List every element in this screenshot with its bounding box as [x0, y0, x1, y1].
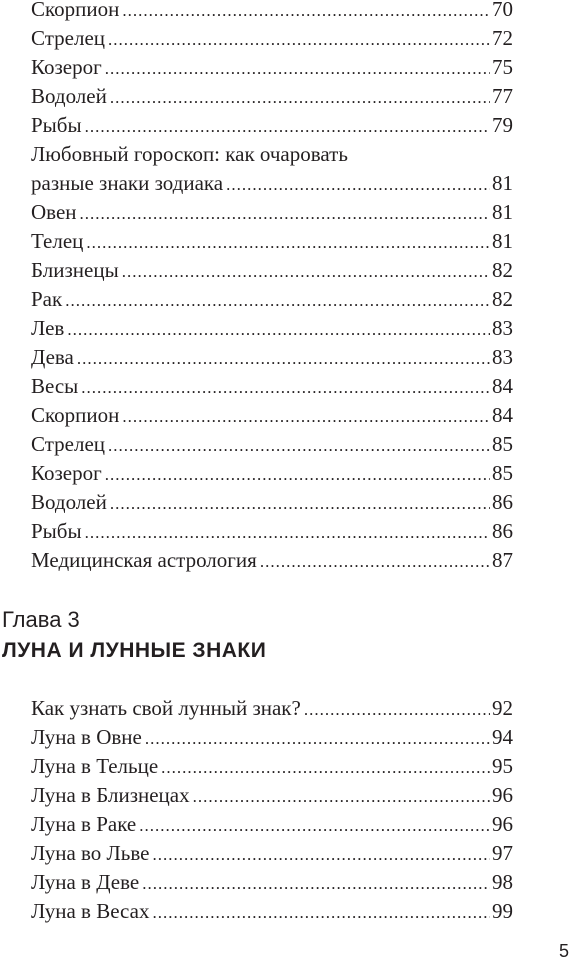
toc-entry-label: Стрелец — [31, 26, 106, 50]
toc-entry-page: 85 — [492, 432, 513, 456]
toc-entry-label: Луна во Льве — [31, 841, 150, 865]
toc-entry-page: 83 — [492, 316, 513, 340]
toc-entry-page: 75 — [492, 55, 513, 79]
toc-entry-page: 83 — [492, 345, 513, 369]
leader-dots — [304, 695, 490, 724]
toc-entry[interactable] — [31, 488, 513, 517]
toc-entry[interactable] — [31, 0, 513, 24]
toc-entry-page: 85 — [492, 461, 513, 485]
toc-entry-page: 82 — [492, 258, 513, 282]
toc-entry[interactable] — [31, 314, 513, 343]
toc-entry-label: Лев — [31, 316, 65, 340]
toc-entry-love-heading[interactable] — [31, 169, 513, 198]
toc-entry[interactable] — [31, 868, 513, 897]
leader-dots — [105, 460, 490, 489]
toc-entry-label: Весы — [31, 374, 79, 398]
toc-entry[interactable] — [31, 694, 513, 723]
toc-entry-label: Рак — [31, 287, 63, 311]
toc-entry-label: Луна в Деве — [31, 870, 140, 894]
leader-dots — [139, 811, 490, 840]
toc-entry[interactable] — [31, 111, 513, 140]
leader-dots — [152, 898, 490, 927]
toc-entry-page: 94 — [492, 725, 513, 749]
toc-entry-label: Дева — [31, 345, 74, 369]
toc-entry[interactable] — [31, 372, 513, 401]
toc-entry-label: Луна в Близнецах — [31, 783, 190, 807]
leader-dots — [193, 782, 490, 811]
leader-dots — [77, 344, 490, 373]
toc-entry[interactable] — [31, 517, 513, 546]
toc-entry-page: 81 — [492, 171, 513, 195]
toc-entry-page: 96 — [492, 812, 513, 836]
toc-entry[interactable] — [31, 459, 513, 488]
toc-entry-page: 96 — [492, 783, 513, 807]
leader-dots — [86, 228, 490, 257]
toc-entry-label: Скорпион — [31, 0, 120, 21]
toc-entry-label: Как узнать свой лунный знак? — [31, 696, 301, 720]
toc-entry-label: Рыбы — [31, 113, 82, 137]
leader-dots — [108, 25, 490, 54]
toc-entry[interactable] — [31, 839, 513, 868]
chapter-label: Глава 3 — [2, 607, 80, 632]
toc-entry[interactable] — [31, 401, 513, 430]
leader-dots — [122, 257, 490, 286]
toc-entry-page: 95 — [492, 754, 513, 778]
leader-dots — [122, 402, 490, 431]
toc-entry-page: 86 — [492, 519, 513, 543]
toc-entry[interactable] — [31, 343, 513, 372]
toc-entry-label: Козерог — [31, 55, 102, 79]
leader-dots — [152, 840, 490, 869]
toc-entry-label: Стрелец — [31, 432, 106, 456]
toc-entry[interactable] — [31, 752, 513, 781]
toc-entry-label: Водолей — [31, 84, 107, 108]
toc-entry-label: Овен — [31, 200, 77, 224]
toc-entry-label: Луна в Раке — [31, 812, 137, 836]
toc-entry-label: Рыбы — [31, 519, 82, 543]
toc-entry[interactable] — [31, 723, 513, 752]
toc-entry[interactable] — [31, 897, 513, 926]
toc-entry-page: 87 — [492, 548, 513, 572]
leader-dots — [108, 431, 490, 460]
leader-dots — [80, 199, 490, 228]
toc-entry[interactable] — [31, 810, 513, 839]
leader-dots — [122, 0, 490, 25]
toc-entry-label: Медицинская астрология — [31, 548, 257, 572]
leader-dots — [110, 83, 490, 112]
toc-entry-label: Телец — [31, 229, 84, 253]
leader-dots — [142, 869, 490, 898]
toc-entry-page: 81 — [492, 200, 513, 224]
leader-dots — [161, 753, 490, 782]
toc-section-moon — [31, 694, 513, 926]
toc-section-top — [31, 0, 513, 575]
toc-entry-page: 72 — [492, 26, 513, 50]
leader-dots — [85, 112, 490, 141]
toc-entry[interactable] — [31, 430, 513, 459]
leader-dots — [81, 373, 490, 402]
toc-entry-label: Луна в Тельце — [31, 754, 159, 778]
leader-dots — [105, 54, 490, 83]
toc-entry-page: 79 — [492, 113, 513, 137]
toc-entry-page: 82 — [492, 287, 513, 311]
toc-entry-page: 70 — [492, 0, 513, 21]
toc-entry[interactable] — [31, 285, 513, 314]
toc-entry[interactable] — [31, 198, 513, 227]
toc-entry-label: Луна в Овне — [31, 725, 142, 749]
toc-entry-label: Луна в Весах — [31, 899, 150, 923]
toc-entry[interactable] — [31, 227, 513, 256]
leader-dots — [110, 489, 490, 518]
page-number: 5 — [558, 941, 569, 961]
chapter-title[interactable]: ЛУНА И ЛУННЫЕ ЗНАКИ — [2, 639, 267, 662]
toc-entry[interactable] — [31, 82, 513, 111]
leader-dots — [145, 724, 490, 753]
toc-entry-page: 99 — [492, 899, 513, 923]
toc-entry[interactable] — [31, 24, 513, 53]
toc-entry-label: разные знаки зодиака — [31, 171, 224, 195]
toc-entry-page: 98 — [492, 870, 513, 894]
toc-entry-label: Водолей — [31, 490, 107, 514]
toc-entry-label: Скорпион — [31, 403, 120, 427]
toc-entry[interactable] — [31, 53, 513, 82]
toc-entry[interactable] — [31, 256, 513, 285]
toc-entry[interactable] — [31, 781, 513, 810]
toc-entry-page: 81 — [492, 229, 513, 253]
toc-entry[interactable] — [31, 546, 513, 575]
toc-entry-page: 84 — [492, 374, 513, 398]
toc-entry-page: 84 — [492, 403, 513, 427]
leader-dots — [226, 170, 490, 199]
leader-dots — [85, 518, 490, 547]
toc-entry-page: 97 — [492, 841, 513, 865]
leader-dots — [65, 286, 490, 315]
toc-entry-page: 92 — [492, 696, 513, 720]
toc-entry-label: Козерог — [31, 461, 102, 485]
toc-heading-love-line1: Любовный гороскоп: как очаровать — [31, 142, 348, 166]
leader-dots — [67, 315, 490, 344]
toc-entry-label: Близнецы — [31, 258, 119, 282]
leader-dots — [260, 547, 490, 576]
toc-entry-page: 86 — [492, 490, 513, 514]
toc-entry-page: 77 — [492, 84, 513, 108]
